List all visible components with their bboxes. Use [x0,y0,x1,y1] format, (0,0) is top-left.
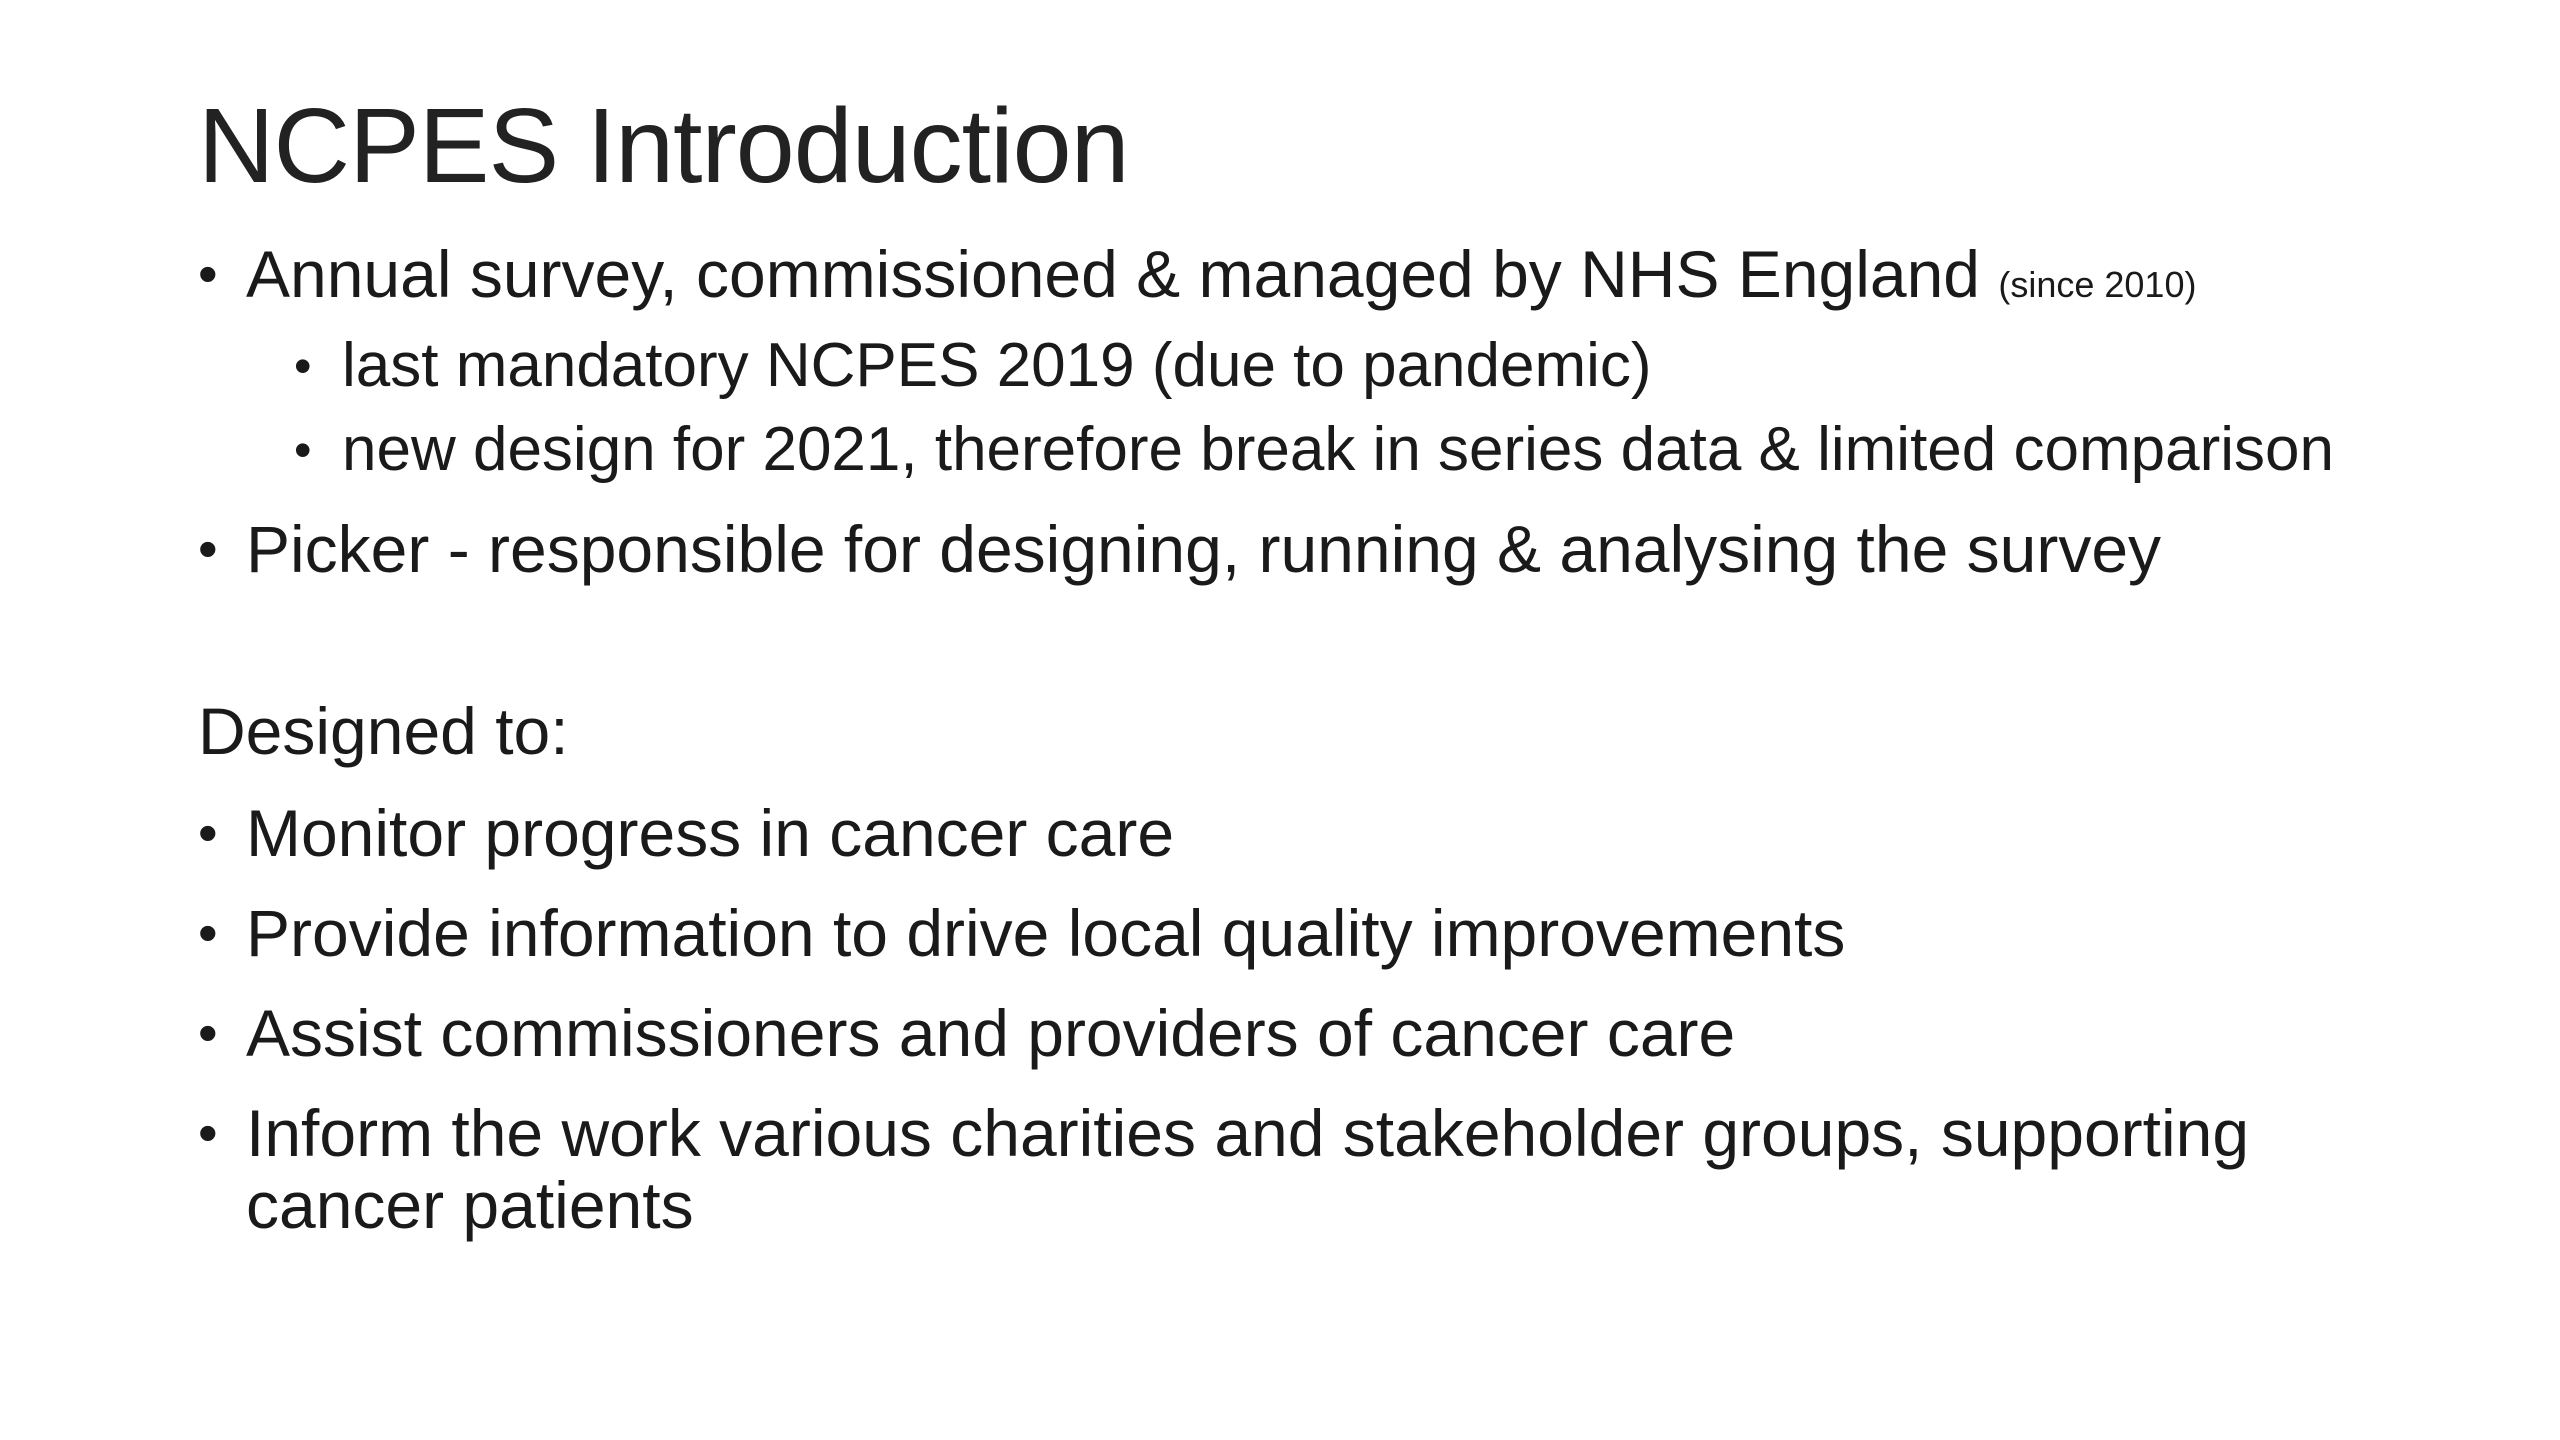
designed-to-heading: Designed to: [198,694,569,768]
bullet-annual-survey [198,238,2448,485]
sub-bullet-last-mandatory: • last mandatory NCPES 2019 (due to pandemic) [294,331,2448,401]
bullet-picker: • Picker - responsible for designing, running & analysing the survey [198,513,2448,585]
slide-content [198,238,2448,1269]
intro-bullet-list [198,238,2448,585]
bullet-note: (since 2010) [1998,264,2197,305]
sub-bullet-list [246,331,2448,485]
designed-to-list [198,797,2448,1241]
slide-title: NCPES Introduction [198,87,1129,205]
list-item: • Inform the work various charities and stakeholder groups, supporting cancer patients [198,1097,2448,1241]
list-item: • Monitor progress in cancer care [198,797,2448,869]
bullet-text: Annual survey, commissioned & managed by NHS England [246,237,1981,311]
sub-bullet-new-design: • new design for 2021, therefore break in series data & limited comparison [294,415,2448,485]
list-item: • Provide information to drive local quality improvements [198,897,2448,969]
list-item: • Assist commissioners and providers of cancer care [198,997,2448,1069]
